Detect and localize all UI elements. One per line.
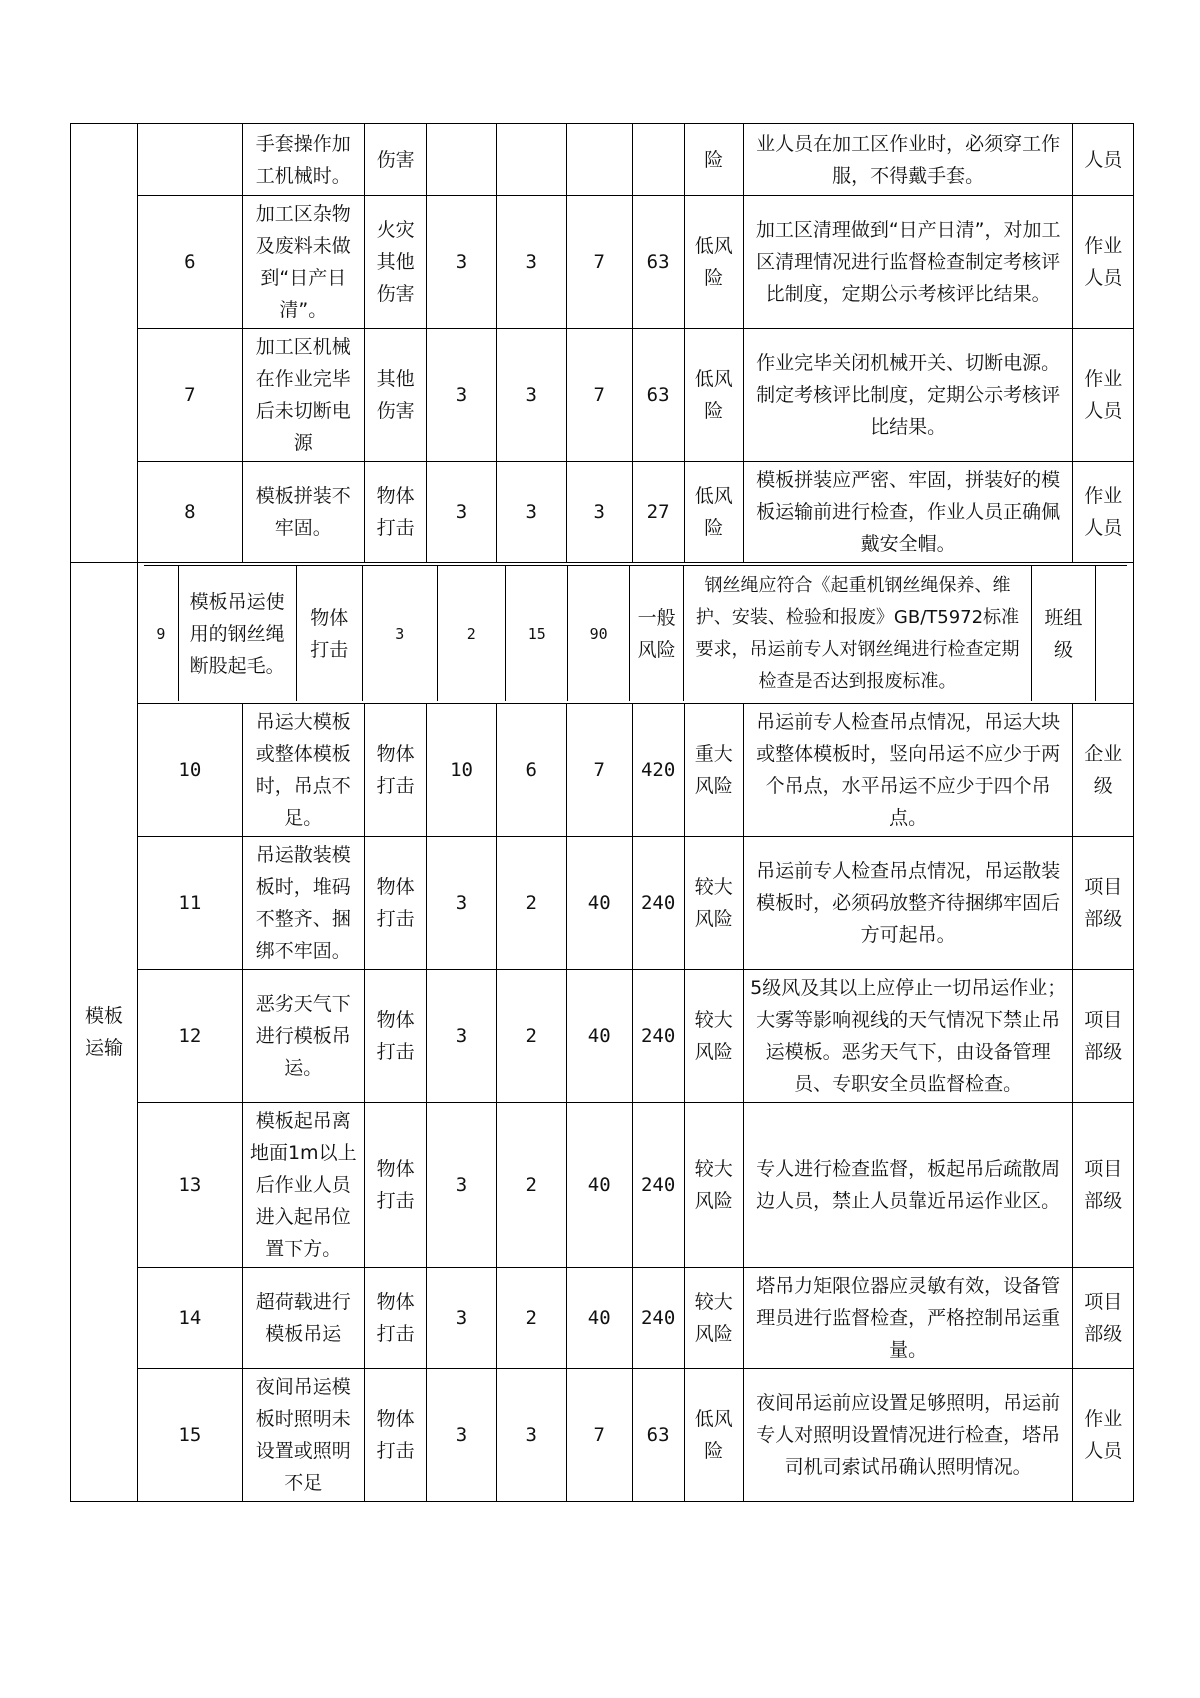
risk-level-cell: 较大风险 [684, 1268, 743, 1369]
consequence-cell: 15 [506, 566, 568, 702]
accident-type-cell: 物体打击 [364, 704, 427, 837]
risk-level-cell: 较大风险 [684, 970, 743, 1103]
responsible-cell: 人员 [1073, 124, 1134, 196]
consequence-cell [566, 124, 632, 196]
risk-level-cell: 险 [684, 124, 743, 196]
risk-level-cell: 低风险 [684, 196, 743, 329]
risk-score-cell [632, 124, 684, 196]
responsible-cell: 项目部级 [1073, 837, 1134, 970]
responsible-cell: 作业人员 [1073, 462, 1134, 563]
exposure-cell: 3 [496, 1369, 566, 1502]
hazard-cell: 夜间吊运模板时照明未设置或照明不足 [242, 1369, 364, 1502]
offset-row-container [137, 563, 1133, 704]
exposure-cell: 2 [496, 1103, 566, 1268]
risk-level-cell: 重大风险 [684, 704, 743, 837]
responsible-cell: 项目部级 [1073, 1103, 1134, 1268]
likelihood-cell: 3 [427, 1369, 496, 1502]
risk-score-cell: 27 [632, 462, 684, 563]
likelihood-cell: 3 [363, 566, 438, 702]
hazard-cell: 模板拼装不牢固。 [242, 462, 364, 563]
likelihood-cell: 3 [427, 837, 496, 970]
hazard-cell: 超荷载进行模板吊运 [242, 1268, 364, 1369]
exposure-cell: 6 [496, 704, 566, 837]
accident-type-cell: 物体打击 [364, 462, 427, 563]
risk-score-cell: 63 [632, 329, 684, 462]
risk-score-cell: 240 [632, 970, 684, 1103]
accident-type-cell: 其他伤害 [364, 329, 427, 462]
consequence-cell: 40 [566, 837, 632, 970]
responsible-cell: 作业人员 [1073, 1369, 1134, 1502]
table-row [71, 837, 1134, 970]
table-row [71, 970, 1134, 1103]
accident-type-cell: 物体打击 [296, 566, 362, 702]
control-measure-cell: 夜间吊运前应设置足够照明，吊运前专人对照明设置情况进行检查，塔吊司机司索试吊确认照明情况。 [743, 1369, 1072, 1502]
likelihood-cell: 3 [427, 1103, 496, 1268]
likelihood-cell: 3 [427, 462, 496, 563]
responsible-cell: 作业人员 [1073, 329, 1134, 462]
row-number-cell: 9 [144, 566, 178, 702]
accident-type-cell: 物体打击 [364, 1103, 427, 1268]
control-measure-cell: 加工区清理做到“日产日清”，对加工区清理情况进行监督检查制定考核评比制度，定期公示考核评比结果。 [743, 196, 1072, 329]
responsible-cell: 班组级 [1031, 566, 1095, 702]
likelihood-cell: 3 [427, 329, 496, 462]
control-measure-cell: 模板拼装应严密、牢固，拼装好的模板运输前进行检查，作业人员正确佩戴安全帽。 [743, 462, 1072, 563]
row-number-cell: 6 [137, 196, 242, 329]
consequence-cell: 40 [566, 1268, 632, 1369]
risk-level-cell: 低风险 [684, 1369, 743, 1502]
row-number-cell: 13 [137, 1103, 242, 1268]
control-measure-cell: 塔吊力矩限位器应灵敏有效，设备管理员进行监督检查，严格控制吊运重量。 [743, 1268, 1072, 1369]
control-measure-cell: 作业完毕关闭机械开关、切断电源。制定考核评比制度，定期公示考核评比结果。 [743, 329, 1072, 462]
risk-level-cell: 较大风险 [684, 837, 743, 970]
table-row [71, 704, 1134, 837]
exposure-cell: 3 [496, 462, 566, 563]
table-row [71, 329, 1134, 462]
risk-assessment-table [70, 123, 1134, 1502]
control-measure-cell: 钢丝绳应符合《起重机钢丝绳保养、维护、安装、检验和报废》GB/T5972标准要求，吊运前专人对钢丝绳进行检查定期检查是否达到报废标准。 [684, 566, 1031, 702]
consequence-cell: 7 [566, 704, 632, 837]
control-measure-cell: 吊运前专人检查吊点情况，吊运散装模板时，必须码放整齐待捆绑牢固后方可起吊。 [743, 837, 1072, 970]
exposure-cell: 3 [496, 196, 566, 329]
row-number-cell [137, 124, 242, 196]
consequence-cell: 3 [566, 462, 632, 563]
risk-score-cell: 63 [632, 1369, 684, 1502]
hazard-cell: 吊运散装模板时，堆码不整齐、捆绑不牢固。 [242, 837, 364, 970]
row-number-cell: 8 [137, 462, 242, 563]
row-number-cell: 14 [137, 1268, 242, 1369]
table-row [71, 462, 1134, 563]
risk-level-cell: 较大风险 [684, 1103, 743, 1268]
hazard-cell: 模板吊运使用的钢丝绳断股起毛。 [178, 566, 296, 702]
risk-score-cell: 240 [632, 1268, 684, 1369]
accident-type-cell: 物体打击 [364, 1369, 427, 1502]
accident-type-cell: 火灾其他伤害 [364, 196, 427, 329]
row-number-cell: 12 [137, 970, 242, 1103]
likelihood-cell: 3 [427, 970, 496, 1103]
exposure-cell [496, 124, 566, 196]
table-row [71, 1268, 1134, 1369]
responsible-cell: 项目部级 [1073, 1268, 1134, 1369]
table-row [71, 563, 1134, 704]
likelihood-cell [427, 124, 496, 196]
row-number-cell: 10 [137, 704, 242, 837]
responsible-cell: 项目部级 [1073, 970, 1134, 1103]
hazard-cell: 恶劣天气下进行模板吊运。 [242, 970, 364, 1103]
risk-score-cell: 240 [632, 837, 684, 970]
control-measure-cell: 吊运前专人检查吊点情况，吊运大块或整体模板时，竖向吊运不应少于两个吊点，水平吊运不应少于四个吊点。 [743, 704, 1072, 837]
consequence-cell: 7 [566, 196, 632, 329]
risk-score-cell: 420 [632, 704, 684, 837]
accident-type-cell: 物体打击 [364, 1268, 427, 1369]
exposure-cell: 2 [496, 1268, 566, 1369]
table-row [71, 196, 1134, 329]
consequence-cell: 40 [566, 1103, 632, 1268]
control-measure-cell: 业人员在加工区作业时，必须穿工作服，不得戴手套。 [743, 124, 1072, 196]
row-number-cell: 7 [137, 329, 242, 462]
hazard-cell: 加工区杂物及废料未做到“日产日清”。 [242, 196, 364, 329]
table-row [71, 1103, 1134, 1268]
exposure-cell: 2 [496, 837, 566, 970]
responsible-cell: 作业人员 [1073, 196, 1134, 329]
table-row [71, 1369, 1134, 1502]
control-measure-cell: 5级风及其以上应停止一切吊运作业；大雾等影响视线的天气情况下禁止吊运模板。恶劣天气下，由设备管理员、专职安全员监督检查。 [743, 970, 1072, 1103]
likelihood-cell: 3 [427, 1268, 496, 1369]
control-measure-cell: 专人进行检查监督，板起吊后疏散周边人员，禁止人员靠近吊运作业区。 [743, 1103, 1072, 1268]
risk-score-cell: 240 [632, 1103, 684, 1268]
section-label: 模板运输 [71, 563, 138, 1502]
section-cell-previous [71, 124, 138, 563]
risk-level-cell: 低风险 [684, 329, 743, 462]
offset-row-table [144, 565, 1127, 701]
exposure-cell: 3 [496, 329, 566, 462]
likelihood-cell: 10 [427, 704, 496, 837]
consequence-cell: 40 [566, 970, 632, 1103]
consequence-cell: 7 [566, 329, 632, 462]
hazard-cell: 加工区机械在作业完毕后未切断电源 [242, 329, 364, 462]
table-row [71, 124, 1134, 196]
accident-type-cell: 伤害 [364, 124, 427, 196]
hazard-cell: 手套操作加工机械时。 [242, 124, 364, 196]
risk-score-cell: 90 [568, 566, 629, 702]
accident-type-cell: 物体打击 [364, 970, 427, 1103]
document-page [70, 123, 1134, 1502]
hazard-cell: 模板起吊离地面1m以上后作业人员进入起吊位置下方。 [242, 1103, 364, 1268]
likelihood-cell: 3 [427, 196, 496, 329]
exposure-cell: 2 [496, 970, 566, 1103]
risk-score-cell: 63 [632, 196, 684, 329]
risk-level-cell: 低风险 [684, 462, 743, 563]
responsible-cell: 企业级 [1073, 704, 1134, 837]
exposure-cell: 2 [437, 566, 505, 702]
row-number-cell: 15 [137, 1369, 242, 1502]
accident-type-cell: 物体打击 [364, 837, 427, 970]
empty-cell [1096, 566, 1127, 702]
risk-level-cell: 一般风险 [629, 566, 683, 702]
hazard-cell: 吊运大模板或整体模板时，吊点不足。 [242, 704, 364, 837]
row-number-cell: 11 [137, 837, 242, 970]
consequence-cell: 7 [566, 1369, 632, 1502]
